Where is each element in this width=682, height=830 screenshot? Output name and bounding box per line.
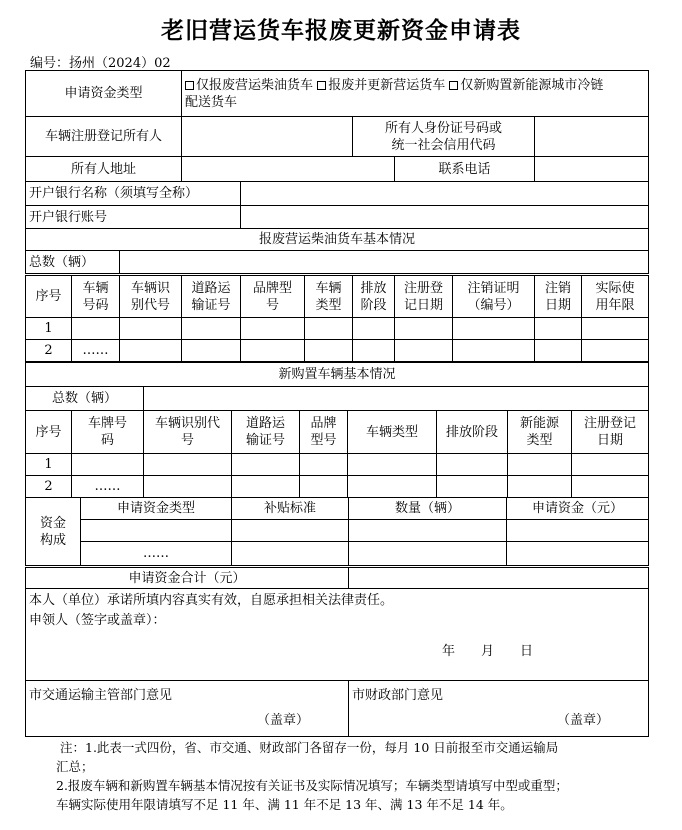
new-total-label: 总数（辆） (26, 387, 144, 411)
ellipsis: …… (72, 476, 144, 498)
note-3: 车辆实际使用年限请填写不足 11 年、满 11 年不足 13 年、满 13 年不足 14 年。 (56, 797, 513, 812)
address-field[interactable] (182, 157, 395, 182)
new-header-brand-model: 品牌 型号 (300, 411, 348, 454)
table-cell[interactable] (437, 454, 508, 476)
form-title: 老旧营运货车报废更新资金申请表 (161, 17, 521, 44)
table-row (26, 542, 649, 566)
new-header-plate: 车牌号 码 (72, 411, 144, 454)
ellipsis: …… (72, 340, 120, 362)
table-cell[interactable] (144, 454, 232, 476)
table-cell[interactable] (120, 318, 182, 340)
new-vehicle-table (25, 362, 649, 498)
table-cell[interactable] (508, 454, 572, 476)
bank-name-label: 开户银行名称（须填写全称） (26, 182, 241, 206)
table-cell[interactable] (353, 318, 395, 340)
table-cell[interactable] (349, 520, 507, 542)
table-row (26, 520, 649, 542)
table-cell[interactable] (305, 340, 353, 362)
note-1: 注：1.此表一式四份，省、市交通、财政部门各留存一份，每月 10 日前报至市交通运输局 (60, 740, 559, 755)
table-cell[interactable] (572, 454, 649, 476)
scrap-header-transport-cert: 道路运 输证号 (182, 276, 241, 318)
table-cell[interactable] (232, 476, 300, 498)
table-cell[interactable] (300, 476, 348, 498)
table-cell[interactable] (305, 318, 353, 340)
id-field[interactable] (535, 117, 649, 157)
table-cell[interactable] (348, 454, 437, 476)
fund-option-scrap-and-renew[interactable]: 报废并更新营运货车 (317, 78, 445, 93)
table-cell[interactable] (300, 454, 348, 476)
table-cell[interactable] (582, 318, 649, 340)
table-row (26, 476, 649, 498)
notes (56, 738, 650, 814)
table-cell[interactable] (241, 318, 305, 340)
table-cell[interactable] (535, 340, 582, 362)
new-total-field[interactable] (144, 387, 649, 411)
fund-composition-table (25, 497, 649, 566)
row-number: 1 (26, 454, 72, 476)
fund-type-label: 申请资金类型 (26, 71, 182, 117)
claimant-label: 申领人（签字或盖章）： (29, 613, 166, 628)
scrap-vehicle-table (25, 275, 649, 362)
table-cell[interactable] (144, 476, 232, 498)
fund-total-field[interactable] (349, 568, 649, 589)
declaration-table (25, 567, 649, 737)
table-cell[interactable] (232, 454, 300, 476)
table-cell[interactable] (453, 340, 535, 362)
table-cell[interactable] (232, 520, 349, 542)
table-cell[interactable] (507, 542, 649, 566)
bank-account-label: 开户银行账号 (26, 206, 241, 229)
ellipsis: …… (81, 542, 232, 566)
table-cell[interactable] (232, 542, 349, 566)
table-cell[interactable] (453, 318, 535, 340)
checkbox-icon[interactable] (449, 81, 458, 90)
table-cell[interactable] (182, 318, 241, 340)
new-header-reg-date: 注册登记 日期 (572, 411, 649, 454)
scrap-total-label: 总数（辆） (26, 251, 120, 274)
scrap-header-vehicle-type: 车辆 类型 (305, 276, 353, 318)
applicant-info-table (25, 70, 649, 274)
serial-label: 编号：扬州（2024）02 (30, 56, 171, 71)
table-cell[interactable] (72, 318, 120, 340)
table-cell[interactable] (72, 454, 144, 476)
table-cell[interactable] (241, 340, 305, 362)
fund-header-quantity: 数量（辆） (349, 498, 507, 520)
phone-field[interactable] (535, 157, 649, 182)
new-header-seq: 序号 (26, 411, 72, 454)
finance-opinion-label: 市财政部门意见 (352, 688, 444, 703)
row-number: 2 (26, 340, 72, 362)
table-cell[interactable] (349, 542, 507, 566)
table-cell[interactable] (572, 476, 649, 498)
bank-account-field[interactable] (241, 206, 649, 229)
checkbox-icon[interactable] (317, 81, 326, 90)
fund-total-label: 申请资金合计（元） (26, 568, 349, 589)
scrap-header-brand-model: 品牌型 号 (241, 276, 305, 318)
declaration-block (26, 589, 649, 681)
fund-option-tail: 配送货车 (185, 94, 238, 110)
fund-header-type: 申请资金类型 (81, 498, 232, 520)
scrap-header-plate: 车辆 号码 (72, 276, 120, 318)
transport-seal: （盖章） (257, 713, 310, 728)
table-cell[interactable] (395, 340, 453, 362)
note-1-cont: 汇总； (56, 759, 94, 774)
table-cell[interactable] (353, 340, 395, 362)
new-header-vehicle-type: 车辆类型 (348, 411, 437, 454)
scrap-header-vin: 车辆识 别代号 (120, 276, 182, 318)
fund-header-standard: 补贴标准 (232, 498, 349, 520)
table-cell[interactable] (395, 318, 453, 340)
fund-composition-label: 资金 构成 (26, 498, 81, 566)
address-label: 所有人地址 (26, 157, 182, 182)
fund-option-new-cold-chain[interactable]: 仅新购置新能源城市冷链 (449, 78, 603, 93)
pledge-text: 本人（单位）承诺所填内容真实有效，自愿承担相关法律责任。 (29, 593, 394, 608)
table-cell[interactable] (508, 476, 572, 498)
scrap-header-reg-date: 注册登 记日期 (395, 276, 453, 318)
scrap-total-field[interactable] (120, 251, 649, 274)
fund-option-scrap-only[interactable]: 仅报废营运柴油货车 (185, 78, 313, 93)
table-cell[interactable] (437, 476, 508, 498)
table-row (26, 318, 649, 340)
scrap-header-seq: 序号 (26, 276, 72, 318)
fund-header-amount: 申请资金（元） (507, 498, 649, 520)
id-label: 所有人身份证号码或 统一社会信用代码 (353, 117, 535, 157)
table-cell[interactable] (120, 340, 182, 362)
table-cell[interactable] (507, 520, 649, 542)
scrap-header-years-used: 实际使 用年限 (582, 276, 649, 318)
bank-name-field[interactable] (241, 182, 649, 206)
table-row (26, 454, 649, 476)
row-number: 2 (26, 476, 72, 498)
fund-type-options (182, 71, 649, 117)
phone-label: 联系电话 (395, 157, 535, 182)
table-row (26, 340, 649, 362)
owner-label: 车辆注册登记所有人 (26, 117, 182, 157)
serial-number (30, 52, 231, 71)
transport-opinion[interactable] (26, 681, 349, 737)
serial-blank[interactable] (171, 56, 231, 71)
table-cell[interactable] (582, 340, 649, 362)
transport-opinion-label: 市交通运输主管部门意见 (29, 688, 173, 703)
table-cell[interactable] (182, 340, 241, 362)
new-header-energy-type: 新能源 类型 (508, 411, 572, 454)
scrap-section-heading: 报废营运柴油货车基本情况 (26, 229, 649, 251)
new-header-transport-cert: 道路运 输证号 (232, 411, 300, 454)
date-line[interactable]: 年 月 日 (442, 644, 534, 659)
scrap-header-cancel-date: 注销 日期 (535, 276, 582, 318)
checkbox-icon[interactable] (185, 81, 194, 90)
finance-seal: （盖章） (557, 713, 610, 728)
table-cell[interactable] (348, 476, 437, 498)
note-2: 2.报废车辆和新购置车辆基本情况按有关证书及实际情况填写；车辆类型请填写中型或重型； (56, 778, 568, 793)
table-cell[interactable] (535, 318, 582, 340)
new-section-heading: 新购置车辆基本情况 (26, 363, 649, 387)
finance-opinion[interactable] (349, 681, 649, 737)
new-header-emission: 排放阶段 (437, 411, 508, 454)
new-header-vin: 车辆识别代 号 (144, 411, 232, 454)
row-number: 1 (26, 318, 72, 340)
owner-field[interactable] (182, 117, 353, 157)
scrap-header-cancel-cert: 注销证明 （编号） (453, 276, 535, 318)
scrap-header-emission: 排放 阶段 (353, 276, 395, 318)
table-cell[interactable] (81, 520, 232, 542)
